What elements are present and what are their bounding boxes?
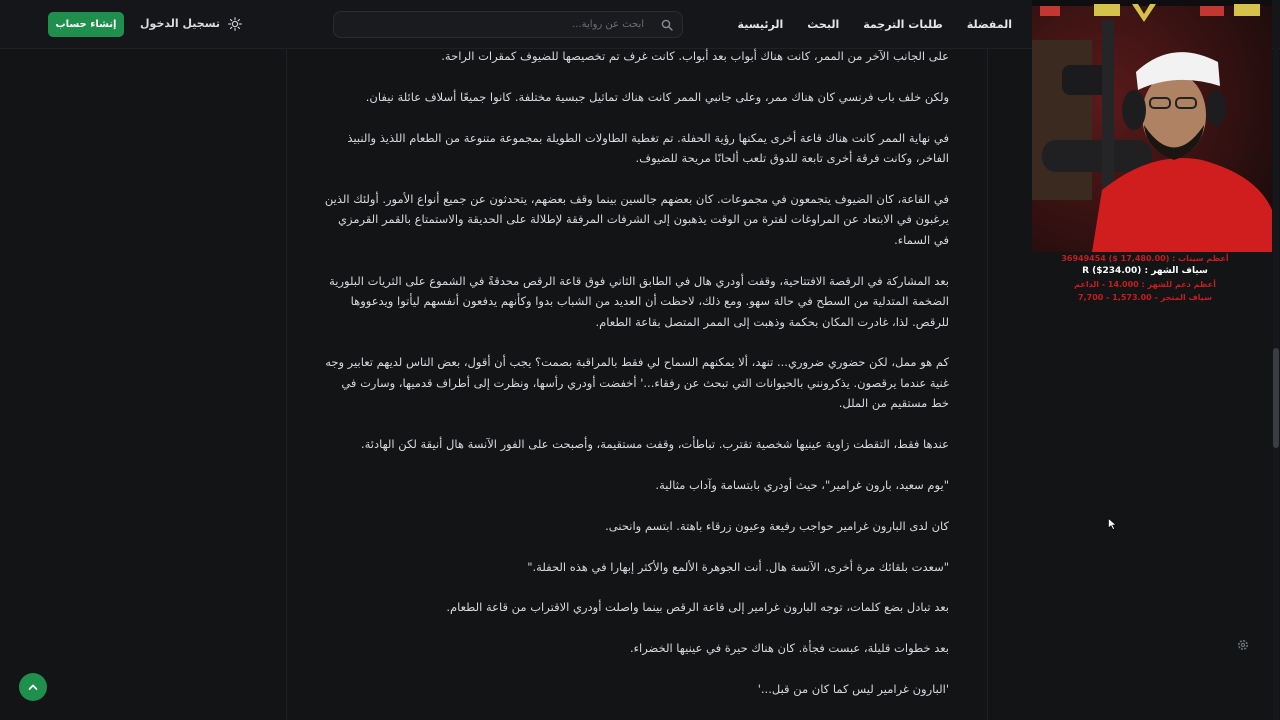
chapter-reader	[286, 48, 988, 720]
gear-icon[interactable]	[1236, 638, 1250, 652]
chapter-paragraph: "سعدت بلقائك مرة أخرى، الآنسة هال. أنت الجوهرة الألمع والأكثر إبهارا في هذه الحفلة."	[527, 559, 949, 574]
scroll-to-top-button[interactable]	[19, 673, 47, 701]
mouse-cursor-icon	[1108, 518, 1117, 530]
scrollbar-thumb[interactable]	[1273, 348, 1279, 448]
chapter-paragraph: كان لدى البارون غرامير حواجب رفيعة وعيون زرقاء باهتة. ابتسم وانحنى.	[605, 518, 949, 533]
webcam-overlay	[1032, 0, 1272, 252]
nav-link-translation-requests[interactable]: طلبات الترجمة	[863, 17, 943, 31]
chapter-paragraph: في القاعة، كان الضيوف يتجمعون في مجموعات. كان بعضهم جالسين بينما وقف بعضهم، يتحدثون عن جميع أنواع الأمور. أولئك الذين يرغبون في الابتعاد عن المراوغات لفترة من الوقت يذهبون إلى الشرفات المرفقة لإطلالة على الحديقة والاستمتاع بالقمر القرمزي في السماء.	[324, 191, 949, 247]
chapter-paragraph: على الجانب الآخر من الممر، كانت هناك أبواب بعد أبواب. كانت غرف تم تخصيصها للضيوف كمقرات الراحة.	[441, 49, 949, 63]
nav-link-search[interactable]: البحث	[807, 17, 840, 31]
month-support-text: أعظم دعم للشهر : 14.000 - الداعم	[1074, 280, 1216, 289]
nav-link-home[interactable]: الرئيسية	[737, 17, 784, 31]
chapter-paragraph: "يوم سعيد، بارون غرامير"، حيث أودري بابتسامة وآداب مثالية.	[655, 478, 949, 493]
page-scrollbar[interactable]	[1273, 48, 1279, 720]
stream-stats-overlay	[1040, 252, 1250, 304]
search-box	[333, 11, 683, 38]
nav-link-favorites[interactable]: المفضلة	[966, 17, 1012, 31]
chapter-paragraph: بعد تبادل بضع كلمات، توجه البارون غرامير إلى قاعة الرقص بينما واصلت أودري الاقتراب من قاعة الطعام.	[446, 600, 949, 615]
chapter-paragraph: بعد خطوات قليلة، عبست فجأة. كان هناك حيرة في عينيها الخضراء.	[629, 641, 949, 656]
store-tipper-text: سياف المتجر - 1,573.00 - 7,700	[1078, 293, 1212, 302]
chevron-up-icon	[27, 681, 39, 693]
chapter-content	[321, 48, 949, 720]
top-tipper-text: أعظم سيناب : (17,480.00 $) 36949454	[1061, 254, 1229, 263]
search-icon[interactable]	[652, 19, 682, 31]
nav-links	[738, 0, 1012, 48]
signup-button[interactable]: إنشاء حساب	[48, 12, 124, 37]
chapter-paragraph: بعد المشاركة في الرقصة الافتتاحية، وقفت أودري هال في الطابق الثاني فوق قاعة الرقص محدقةً في الشموع على الثريات البلورية الضخمة المتدلية من السطح في حالة سهو. ومع ذلك، لاحظت أن العديد من الشباب بدوا وكأنهم يدفعون أنفسهم ليأتوا ويدعووها للرقص. لذا، غادرت المكان بحكمة وذهبت إلى الممر المتصل بقاعة الطعام.	[329, 273, 949, 329]
chapter-paragraph: كم هو ممل، لكن حضوري ضروري... تنهد، ألا يمكنهم السماح لي فقط بالمراقبة بصمت؟ يجب أن أقول، بعض الناس لديهم تعابير وجه غنية عندما يرقصون. يذكرونني بالحيوانات التي تبحث عن رفقاء...' أخفضت أودري رأسها، ونظرت إلى أطراف قدميها، وسارت في خط مستقيم من الملل.	[325, 355, 949, 411]
streamer-webcam-image	[1032, 0, 1272, 252]
chapter-paragraph: عندها فقط، التقطت زاوية عينيها شخصية تقترب. تباطأت، وقفت مستقيمة، وأصبحت على الفور الآنسة هال أنيقة لكن الهادئة.	[360, 437, 949, 452]
chapter-paragraph: ولكن خلف باب فرنسي كان هناك ممر، وعلى جانبي الممر كانت هناك تماثيل جبسية مختلفة. كانوا جميعًا أسلاف عائلة نيفان.	[365, 89, 949, 104]
month-tipper-text: سياف الشهر : (234.00$) R	[1082, 266, 1208, 276]
sun-icon[interactable]	[228, 17, 242, 31]
login-link[interactable]: تسجيل الدخول	[140, 17, 221, 30]
chapter-paragraph: 'البارون غرامير ليس كما كان من قبل...'	[757, 682, 949, 697]
chapter-paragraph: في نهاية الممر كانت هناك قاعة أخرى يمكنها رؤية الحفلة. تم تغطية الطاولات الطويلة بمجموعة متنوعة من الطعام اللذيذ والنبيذ الفاخر، وكانت فرقة أخرى تابعة للدوق تلعب ألحانًا مريحة للضيوف.	[347, 130, 949, 166]
search-input[interactable]	[334, 12, 652, 37]
